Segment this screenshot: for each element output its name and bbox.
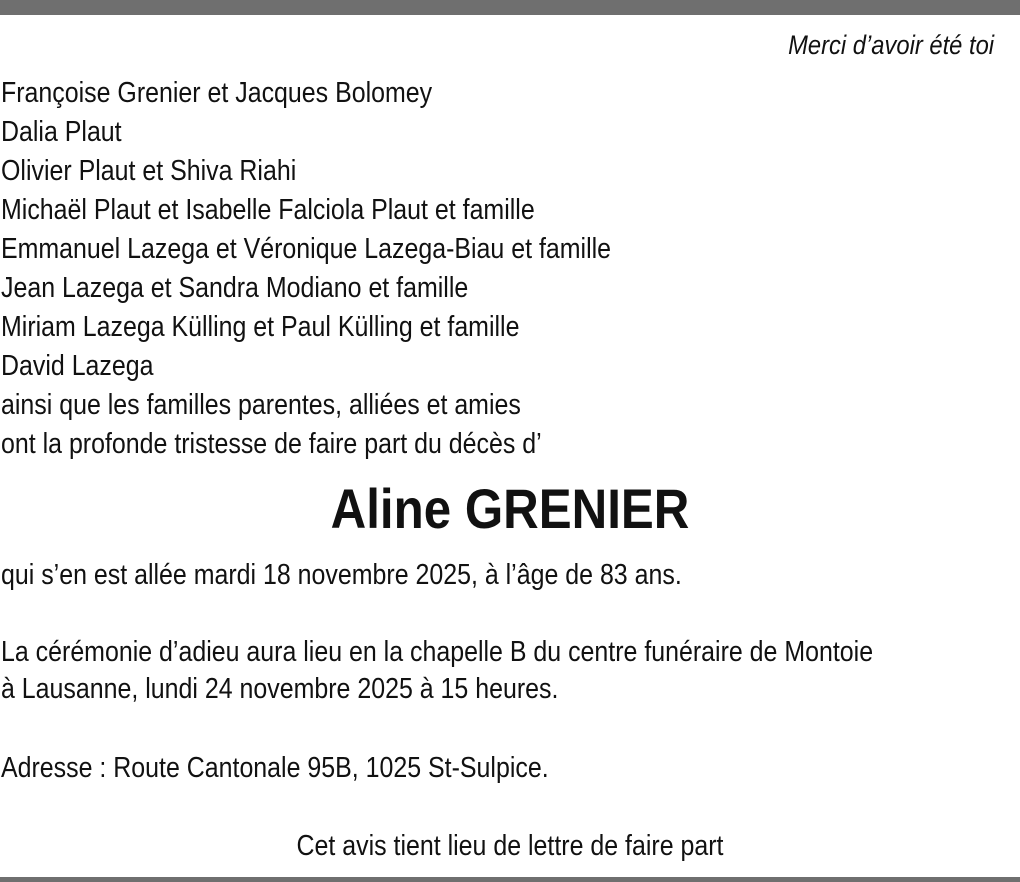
ceremony-line-1: La cérémonie d’adieu aura lieu en la chapelle B du centre funéraire de Montoie [1,636,874,668]
footer-note: Cet avis tient lieu de lettre de faire part [296,830,724,862]
address-block [1,750,549,787]
ceremony-line-2: à Lausanne, lundi 24 novembre 2025 à 15 heures. [1,673,559,705]
family-name-line: Miriam Lazega Külling et Paul Külling et famille [1,311,520,343]
passing-statement [1,557,682,594]
address-text: Adresse : Route Cantonale 95B, 1025 St-Sulpice. [1,752,549,784]
deceased-name: Aline GRENIER [330,477,690,540]
epigraph: Merci d’avoir été toi [787,30,994,60]
family-name-line: Jean Lazega et Sandra Modiano et famille [1,272,469,304]
family-name-line: David Lazega [1,350,154,382]
family-name-line: Emmanuel Lazega et Véronique Lazega-Biau et famille [1,233,612,265]
family-names-list [1,74,710,464]
family-name-line: ainsi que les familles parentes, alliées et amies [1,389,521,421]
family-name-line: Michaël Plaut et Isabelle Falciola Plaut et famille [1,194,535,226]
passing-text: qui s’en est allée mardi 18 novembre 2025, à l’âge de 83 ans. [1,559,682,591]
family-name-line: Françoise Grenier et Jacques Bolomey [1,77,433,109]
bottom-rule [0,877,1020,882]
family-name-line: Olivier Plaut et Shiva Riahi [1,155,297,187]
top-rule [0,0,1020,15]
family-name-line: ont la profonde tristesse de faire part du décès d’ [1,428,542,460]
family-name-line: Dalia Plaut [1,116,122,148]
ceremony-details [1,634,873,708]
